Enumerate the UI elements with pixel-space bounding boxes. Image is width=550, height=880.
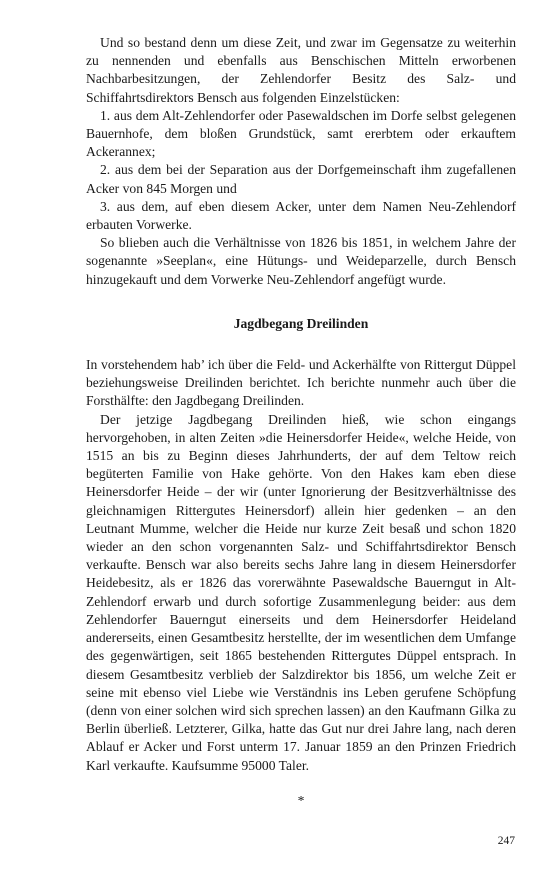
list-item-1: 1. aus dem Alt-Zehlendorfer oder Pasewaldschen im Dorfe selbst gelegenen Bauernhofe, dem bloßen Grundstück, samt ererbtem oder erkauftem Ackerannex; — [86, 107, 516, 160]
paragraph-intro: Und so bestand denn um diese Zeit, und zwar im Gegensatze zu weiterhin zu nennenden und ebenfalls aus Benschischen Mitteln erworbenen Nachbarbesitzungen, der Zehlendorfer Besitz des Salz- und Schiffahrtsdirektors Bensch aus folgenden Einzelstücken: — [86, 35, 516, 105]
section-heading: Jagdbegang Dreilinden — [233, 315, 369, 331]
list-item-2: 2. aus dem bei der Separation aus der Dorfgemeinschaft ihm zugefallenen Acker von 845 Morgen und — [86, 162, 516, 196]
page-number: 247 — [497, 835, 515, 847]
section-separator: * — [297, 792, 305, 808]
paragraph-section-history: Der jetzige Jagdbegang Dreilinden hieß, wie schon eingangs hervorgehoben, in alten Zeiten »die Heinersdorfer Heide«, welche Heide, von 1515 an bis zu Beginn dieses Jahrhunderts, der auf dem Teltow reich begüterten Familie von Hake gehörte. Von den Hakes kam eben diese Heinersdorfer Heide – der wir (unter Ignorierung der Besitzverhältnisse des gleichnamigen Rittergutes Heinersdorf) allein hier gedenken – an den Leutnant Mumme, welcher die Heide nur kurze Zeit besaß und schon 1820 wieder an den schon vorgenannten Salz- und Schiffahrtsdirektor Bensch verkaufte. Bensch war also bereits sechs Jahre lang in diesem Heinersdorfer Heidebesitz, als er 1826 das vorerwähnte Pasewaldsche Bauerngut in Alt-Zehlendorf erwarb und durch sofortige Zusammenlegung beider: aus dem Zehlendorfer Bauerngut einerseits und dem Heinersdorfer Heideland andererseits, einen Gesamtbesitz herstellte, der im wesentlichen dem Umfange des gegenwärtigen, seit 1865 bestehenden Rittergutes Düppel entsprach. In diesem Gesamtbesitz verblieb der Salzdirektor bis 1856, um welche Zeit er seine mit ebenso viel Liebe wie Verständnis ins Leben gerufene Schöpfung (denn von einer solchen wird sich sprechen lassen) an den Kaufmann Gilka zu Berlin überließ. Letzterer, Gilka, hatte das Gut nur drei Jahre lang, nach deren Ablauf er Acker und Forst unterm 17. Januar 1859 an den Prinzen Friedrich Karl verkaufte. Kaufsumme 95000 Taler. — [86, 411, 516, 773]
page-body — [86, 34, 516, 810]
paragraph-section-intro: In vorstehendem hab’ ich über die Feld- und Ackerhälfte von Rittergut Düppel beziehungsweise Dreilinden berichtet. Ich berichte nunmehr auch über die Forsthälfte: den Jagdbegang Dreilinden. — [86, 357, 516, 409]
paragraph-1826-1851: So blieben auch die Verhältnisse von 1826 bis 1851, in welchem Jahre der sogenannte »Seeplan«, eine Hütungs- und Weideparzelle, durch Bensch hinzugekauft und dem Vorwerke Neu-Zehlendorf angefügt wurde. — [86, 235, 516, 287]
list-item-3: 3. aus dem, auf eben diesem Acker, unter dem Namen Neu-Zehlendorf erbauten Vorwerke. — [86, 198, 516, 233]
